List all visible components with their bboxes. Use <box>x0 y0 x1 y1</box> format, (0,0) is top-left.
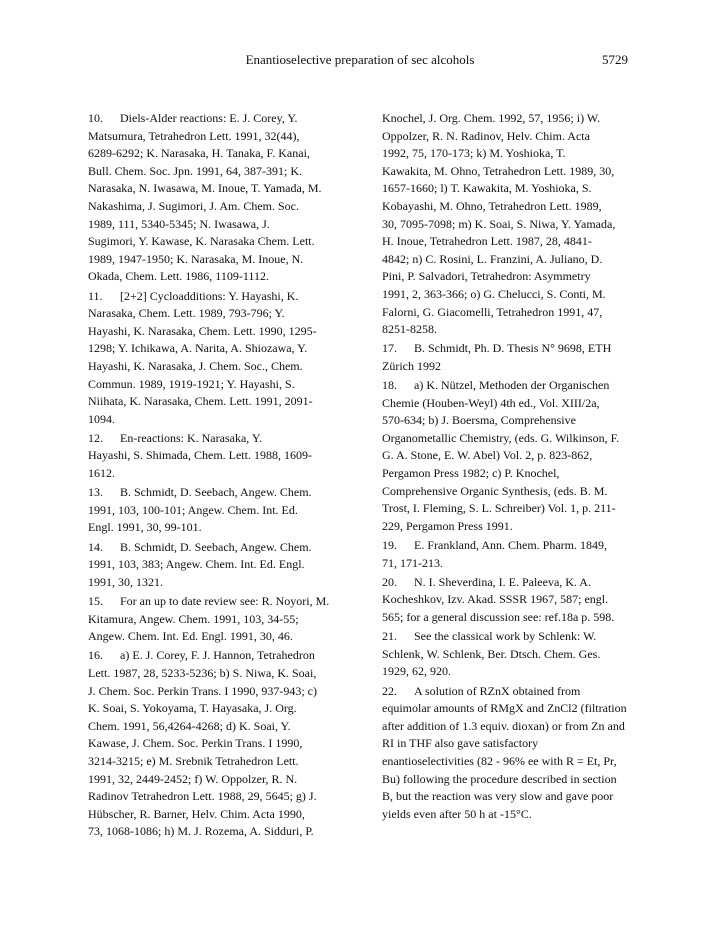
reference-line: Hübscher, R. Barner, Helv. Chim. Acta 1990, <box>88 806 305 821</box>
reference-line: Falorni, G. Giacomelli, Tetrahedron 1991, 47, <box>382 304 603 319</box>
reference-line: Niihata, K. Narasaka, Chem. Lett. 1991, 2091- <box>88 394 313 409</box>
reference-line: B. Schmidt, Ph. D. Thesis N° 9698, ETH <box>414 341 612 356</box>
reference-number: 18. <box>382 378 397 393</box>
reference-number: 14. <box>88 539 103 554</box>
reference-line: Matsumura, Tetrahedron Lett. 1991, 32(44), <box>88 128 300 143</box>
reference-line: 1989, 1947-1950; K. Narasaka, M. Inoue, N. <box>88 251 304 266</box>
running-header <box>0 52 720 72</box>
reference-line: Zürich 1992 <box>382 358 441 373</box>
reference-line: Hayashi, S. Shimada, Chem. Lett. 1988, 1609- <box>88 448 312 463</box>
reference-line: Nakashima, J. Sugimori, J. Am. Chem. Soc. <box>88 198 299 213</box>
reference-line: Chem. 1991, 56,4264-4268; d) K. Soai, Y. <box>88 718 291 733</box>
reference-number: 15. <box>88 594 103 608</box>
reference-line: 73, 1068-1086; h) M. J. Rozema, A. Sidduri, P. <box>88 824 314 839</box>
reference-number: 13. <box>88 485 103 500</box>
reference-line: 1094. <box>88 411 115 426</box>
reference-line: RI in THF also gave satisfactory <box>382 736 539 751</box>
reference-line: 1991, 103, 100-101; Angew. Chem. Int. Ed. <box>88 502 298 517</box>
reference-line: A solution of RZnX obtained from <box>414 683 581 698</box>
reference-line: B. Schmidt, D. Seebach, Angew. Chem. <box>120 485 312 500</box>
reference-line: Trost, I. Fleming, S. L. Schreiber) Vol. 1, p. 211- <box>382 501 616 516</box>
reference-entry <box>88 288 350 429</box>
reference-entry <box>382 683 647 824</box>
reference-line: 1991, 2, 363-366; o) G. Chelucci, S. Conti, M. <box>382 286 606 301</box>
reference-line: 1991, 30, 1321. <box>88 574 163 589</box>
reference-entry <box>382 537 647 572</box>
reference-line: See the classical work by Schlenk: W. <box>414 629 597 644</box>
reference-number: 21. <box>382 629 397 644</box>
reference-line: 8251-8258. <box>382 322 437 337</box>
reference-number: 19. <box>382 538 397 553</box>
reference-line: E. Frankland, Ann. Chem. Pharm. 1849, <box>414 538 607 553</box>
reference-entry <box>382 628 647 681</box>
reference-line: 30, 7095-7098; m) K. Soai, S. Niwa, Y. Yamada, <box>382 216 616 231</box>
reference-entry <box>88 484 350 537</box>
reference-line: 1612. <box>88 466 115 481</box>
reference-line: Oppolzer, R. N. Radinov, Helv. Chim. Acta <box>382 128 590 143</box>
reference-line: 3214-3215; e) M. Srebnik Tetrahedron Lett. <box>88 753 299 768</box>
reference-line: Kawakita, M. Ohno, Tetrahedron Lett. 1989, 30, <box>382 163 615 178</box>
reference-line: Kawase, J. Chem. Soc. Perkin Trans. I 1990, <box>88 736 303 751</box>
reference-line: Organometallic Chemistry, (eds. G. Wilkinson, F. <box>382 430 620 445</box>
reference-line: Narasaka, N. Iwasawa, M. Inoue, T. Yamada, M. <box>88 181 322 196</box>
references-left-column <box>88 110 350 843</box>
reference-line: [2+2] Cycloadditions: Y. Hayashi, K. <box>120 288 299 303</box>
reference-line: Commun. 1989, 1919-1921; Y. Hayashi, S. <box>88 376 295 391</box>
reference-line: Pini, P. Salvadori, Tetrahedron: Asymmetry <box>382 269 591 284</box>
reference-line: Hayashi, K. Narasaka, J. Chem. Soc., Chem. <box>88 358 303 373</box>
reference-line: equimolar amounts of RMgX and ZnCl2 (filtration <box>382 701 627 716</box>
reference-line: Radinov Tetrahedron Lett. 1988, 29, 5645; g) J. <box>88 789 317 804</box>
reference-line: Diels-Alder reactions: E. J. Corey, Y. <box>120 111 298 125</box>
reference-entry <box>88 110 350 286</box>
reference-line: Chemie (Houben-Weyl) 4th ed., Vol. XIII/2a, <box>382 395 600 410</box>
reference-line: Schlenk, W. Schlenk, Ber. Dtsch. Chem. Ges. <box>382 646 601 661</box>
reference-entry <box>88 593 350 646</box>
reference-number: 17. <box>382 341 397 356</box>
reference-line: 570-634; b) J. Boersma, Comprehensive <box>382 413 576 428</box>
reference-number: 11. <box>88 288 103 303</box>
reference-entry <box>382 574 647 627</box>
reference-number: 12. <box>88 430 103 445</box>
reference-number: 16. <box>88 648 103 663</box>
reference-entry <box>382 377 647 535</box>
reference-line: J. Chem. Soc. Perkin Trans. I 1990, 937-943; c) <box>88 683 317 698</box>
reference-entry <box>382 340 647 375</box>
reference-line: 4842; n) C. Rosini, L. Franzini, A. Juliano, D. <box>382 251 603 266</box>
reference-line: a) K. Nützel, Methoden der Organischen <box>414 378 610 393</box>
reference-line: after addition of 1.3 equiv. dioxan) or from Zn and <box>382 718 625 733</box>
reference-line: 1657-1660; l) T. Kawakita, M. Yoshioka, S. <box>382 181 592 196</box>
reference-line: B, but the reaction was very slow and gave poor <box>382 789 614 804</box>
reference-entry <box>88 430 350 483</box>
reference-line: Hayashi, K. Narasaka, Chem. Lett. 1990, 1295- <box>88 323 317 338</box>
reference-line: 1991, 32, 2449-2452; f) W. Oppolzer, R. N. <box>88 771 298 786</box>
reference-line: Narasaka, Chem. Lett. 1989, 793-796; Y. <box>88 306 285 321</box>
reference-line: 71, 171-213. <box>382 555 443 570</box>
reference-line: 1989, 111, 5340-5345; N. Iwasawa, J. <box>88 216 270 231</box>
reference-line: Pergamon Press 1982; c) P. Knochel, <box>382 466 560 481</box>
running-title: Enantioselective preparation of sec alcohols <box>245 52 475 67</box>
reference-line: 1929, 62, 920. <box>382 664 451 679</box>
reference-number: 10. <box>88 111 103 125</box>
reference-line: 1992, 75, 170-173; k) M. Yoshioka, T. <box>382 146 566 161</box>
reference-line: For an up to date review see: R. Noyori, M. <box>120 594 330 608</box>
reference-line: Okada, Chem. Lett. 1986, 1109-1112. <box>88 269 269 284</box>
reference-line: Kitamura, Angew. Chem. 1991, 103, 34-55; <box>88 611 299 626</box>
reference-line: yields even after 50 h at -15°C. <box>382 806 532 821</box>
reference-line: H. Inoue, Tetrahedron Lett. 1987, 28, 4841- <box>382 234 592 249</box>
page-number: 5729 <box>602 52 628 67</box>
reference-line: Comprehensive Organic Synthesis, (eds. B. M. <box>382 483 608 498</box>
reference-line: Knochel, J. Org. Chem. 1992, 57, 1956; i) W. <box>382 111 601 125</box>
reference-line: Bull. Chem. Soc. Jpn. 1991, 64, 387-391; K. <box>88 163 303 178</box>
reference-line: 6289-6292; K. Narasaka, H. Tanaka, F. Kanai, <box>88 146 310 161</box>
reference-line: G. A. Stone, E. W. Abel) Vol. 2, p. 823-862, <box>382 448 593 463</box>
reference-line: Angew. Chem. Int. Ed. Engl. 1991, 30, 46. <box>88 629 293 644</box>
references-right-column <box>382 110 647 825</box>
reference-entry <box>382 110 647 339</box>
reference-line: a) E. J. Corey, F. J. Hannon, Tetrahedron <box>120 648 315 663</box>
reference-line: N. I. Sheverdina, I. E. Paleeva, K. A. <box>414 574 591 589</box>
reference-line: 1298; Y. Ichikawa, A. Narita, A. Shiozawa, Y. <box>88 341 308 356</box>
reference-line: K. Soai, S. Yokoyama, T. Hayasaka, J. Org. <box>88 701 297 716</box>
reference-line: 229, Pergamon Press 1991. <box>382 518 513 533</box>
reference-line: B. Schmidt, D. Seebach, Angew. Chem. <box>120 539 312 554</box>
reference-line: 1991, 103, 383; Angew. Chem. Int. Ed. Engl. <box>88 557 305 572</box>
reference-number: 20. <box>382 574 397 589</box>
reference-line: Lett. 1987, 28, 5233-5236; b) S. Niwa, K. Soai, <box>88 665 317 680</box>
reference-entry <box>88 539 350 592</box>
reference-line: Sugimori, Y. Kawase, K. Narasaka Chem. Lett. <box>88 234 315 249</box>
reference-line: 565; for a general discussion see: ref.18a p. 598. <box>382 610 615 624</box>
reference-line: enantioselectivities (82 - 96% ee with R = Et, Pr, <box>382 753 617 768</box>
reference-entry <box>88 647 350 841</box>
reference-number: 22. <box>382 683 397 698</box>
reference-line: Kocheshkov, Izv. Akad. SSSR 1967, 587; engl. <box>382 592 609 607</box>
reference-line: Bu) following the procedure described in section <box>382 771 617 786</box>
reference-line: Engl. 1991, 30, 99-101. <box>88 520 202 535</box>
reference-line: Kobayashi, M. Ohno, Tetrahedron Lett. 1989, <box>382 198 602 213</box>
reference-line: En-reactions: K. Narasaka, Y. <box>120 430 262 445</box>
